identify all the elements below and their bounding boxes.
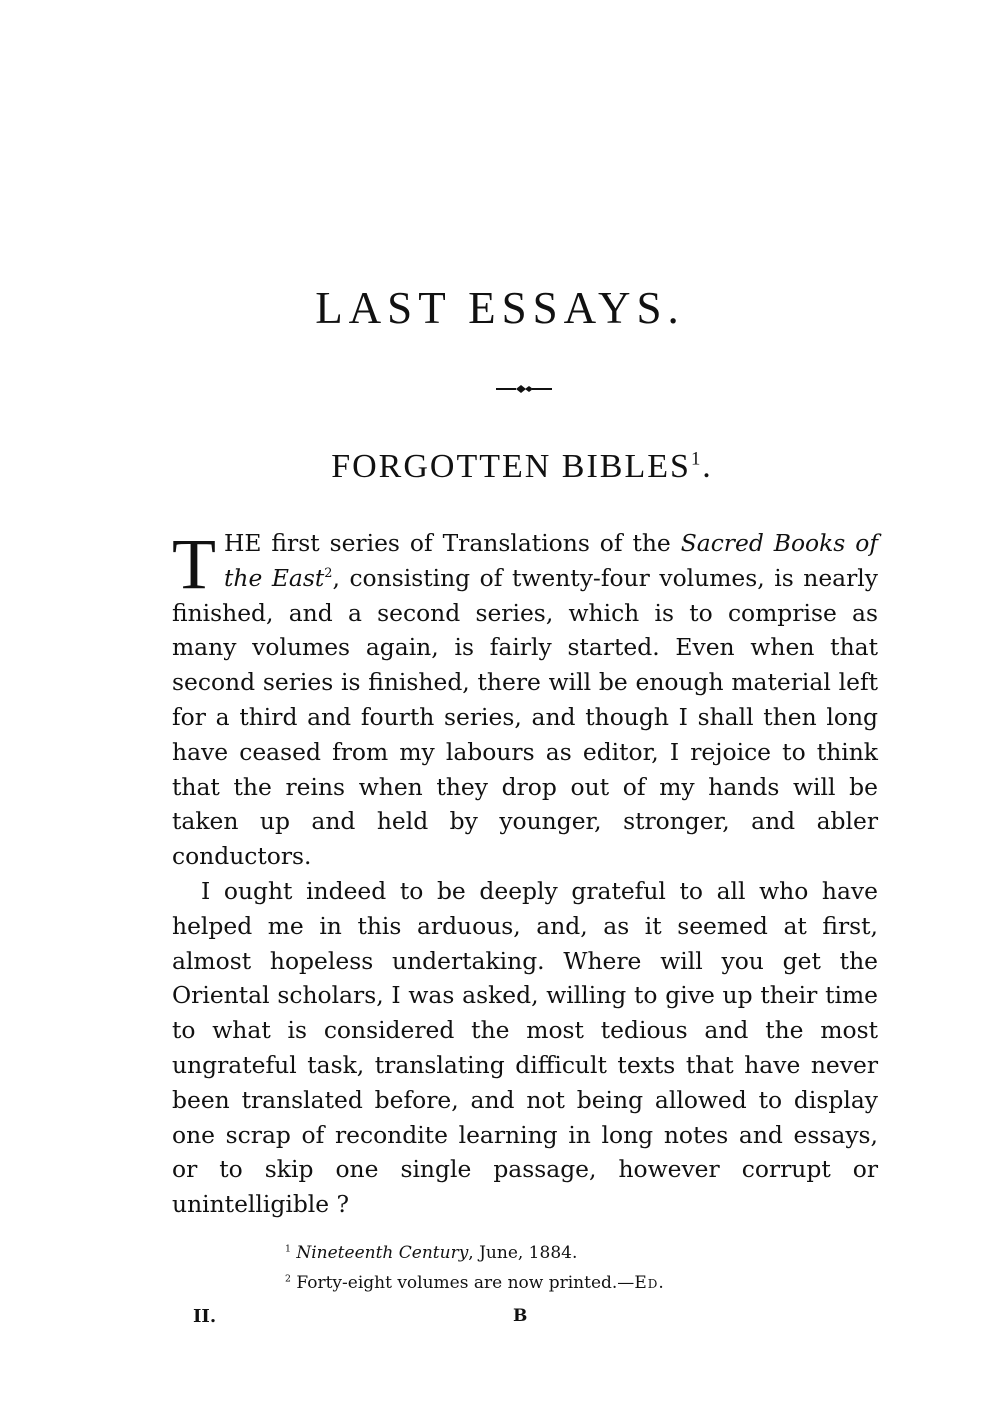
sheet-mark: B — [513, 1306, 528, 1326]
footnote-2-mark: 2 — [285, 1273, 291, 1285]
chapter-title-note-mark: 1 — [690, 448, 703, 470]
paragraph-1-italic-title: Sacred Books of the East — [223, 529, 878, 592]
paragraph-2: I ought indeed to be deeply grateful to all who have helped me in this arduous, and, as it seemed at first, almost hopeless undertaking. Where will you get the Oriental scholars, I was asked, willing to give up their time to what is considered the most tedious and the most ungrateful task, translating difficult texts that have never been translated before, and not being allowed to display one scrap of recondite learning in long notes and essays, or to skip one single passage, however corrupt or unintelligible ? — [172, 876, 878, 1219]
paragraph-1 — [172, 526, 878, 874]
footnote-1-italic: Nineteenth Century — [296, 1243, 469, 1263]
paragraph-1-text-b: , consisting of twenty-four volumes, is nearly finished, and a second series, which is to comprise as many volumes again, is fairly started. Even when that second series is finished, there will be enough material left for a third and fourth series, and though I shall then long have ceased from my labours as editor, I rejoice to think that the reins when they drop out of my hands will be taken up and held by younger, stronger, and abler conductors. — [172, 563, 878, 871]
footnote-2-editor-mark: Ed. — [634, 1273, 665, 1293]
paragraph-1-text-a: first series of Translations of the — [261, 529, 681, 557]
footnote-1 — [285, 1238, 845, 1268]
body-text — [172, 526, 878, 1222]
signature-mark: II. — [193, 1306, 217, 1327]
chapter-title — [0, 448, 1000, 486]
chapter-title-end: . — [702, 448, 713, 485]
footnote-1-text: , June, 1884. — [468, 1243, 578, 1263]
footnote-2-text: Forty-eight volumes are now printed.— — [296, 1273, 635, 1293]
paragraph-1-note-mark: 2 — [324, 566, 333, 581]
footnote-1-mark: 1 — [285, 1243, 291, 1255]
footnotes — [285, 1238, 845, 1298]
paragraph-1-lead: HE — [223, 529, 262, 557]
ornament-divider-icon — [496, 382, 552, 396]
drop-cap: T — [172, 524, 216, 604]
chapter-title-text: FORGOTTEN BIBLES — [331, 448, 691, 485]
book-title: LAST ESSAYS. — [315, 283, 685, 333]
footnote-2 — [285, 1268, 845, 1298]
